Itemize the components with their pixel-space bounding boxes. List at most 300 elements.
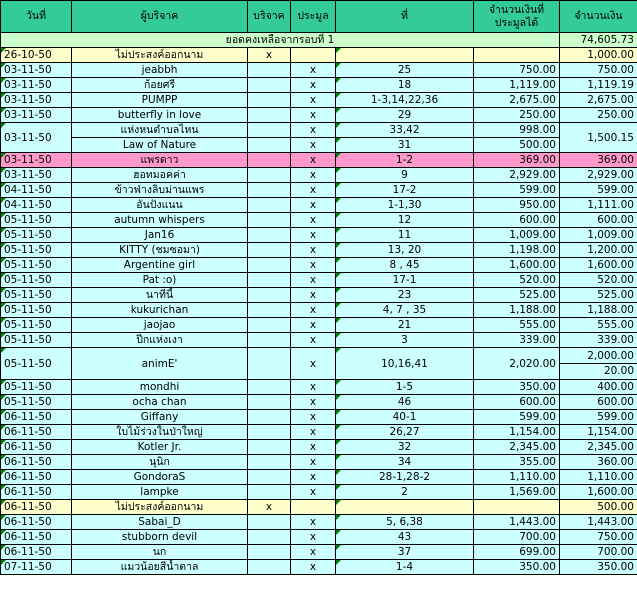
cell-date[interactable]: 03-11-50 [1,93,72,108]
cell-bid[interactable]: x [291,515,336,530]
cell-item[interactable]: 34 [336,455,474,470]
cell-date[interactable]: 05-11-50 [1,395,72,410]
cell-received[interactable]: 750.00 [560,63,637,78]
table-row [1,530,637,545]
cell-amount[interactable]: 1,600.00 [474,258,560,273]
table-row [1,515,637,530]
cell-donor[interactable]: animE' [72,348,248,380]
cell-amount[interactable]: 2,929.00 [474,168,560,183]
cell-donor[interactable]: Argentine girl [72,258,248,273]
cell-donor[interactable]: butterfly in love [72,108,248,123]
cell-item[interactable] [336,48,474,63]
cell-received[interactable]: 2,345.00 [560,440,637,455]
cell-amount[interactable]: 525.00 [474,288,560,303]
cell-donate[interactable] [248,273,291,288]
cell-received[interactable]: 500.00 [560,500,637,515]
cell-donor[interactable]: แพรดาว [72,153,248,168]
cell-donate[interactable] [248,213,291,228]
cell-amount[interactable]: 1,188.00 [474,303,560,318]
cell-indicator-icon [1,183,6,188]
cell-amount[interactable]: 1,443.00 [474,515,560,530]
cell-date[interactable]: 03-11-50 [1,108,72,123]
cell-donor[interactable]: jaojao [72,318,248,333]
cell-donor[interactable]: Giffany [72,410,248,425]
cell-donor[interactable]: kukurichan [72,303,248,318]
cell-item[interactable]: 33,42 [336,123,474,138]
table-row [1,410,637,425]
cell-donor[interactable]: อันปังแนน [72,198,248,213]
cell-amount[interactable]: 1,198.00 [474,243,560,258]
cell-indicator-icon [336,108,341,113]
cell-donor[interactable]: lampke [72,485,248,500]
cell-donate[interactable] [248,228,291,243]
cell-received[interactable]: 600.00 [560,395,637,410]
cell-donor[interactable]: ใบไม้ร่วงในป่าใหญ่ [72,425,248,440]
cell-indicator-icon [1,515,6,520]
cell-bid[interactable]: x [291,545,336,560]
cell-indicator-icon [1,470,6,475]
cell-indicator-icon [1,63,6,68]
table-row [1,303,637,318]
cell-bid[interactable]: x [291,243,336,258]
cell-bid[interactable]: x [291,78,336,93]
cell-date[interactable]: 06-11-50 [1,545,72,560]
cell-bid[interactable]: x [291,395,336,410]
cell-donor[interactable]: ocha chan [72,395,248,410]
cell-date[interactable]: 07-11-50 [1,560,72,575]
cell-donor[interactable]: Sabai_D [72,515,248,530]
cell-indicator-icon [336,243,341,248]
cell-indicator-icon [336,183,341,188]
cell-indicator-icon [336,348,341,353]
cell-donor[interactable]: KITTY (ชมซอมา) [72,243,248,258]
cell-date[interactable]: 05-11-50 [1,318,72,333]
cell-indicator-icon [336,500,341,505]
cell-received[interactable]: 750.00 [560,530,637,545]
cell-amount[interactable]: 250.00 [474,108,560,123]
cell-donor[interactable]: ไม่ประสงค์ออกนาม [72,500,248,515]
cell-indicator-icon [1,213,6,218]
cell-item[interactable]: 28-1,28-2 [336,470,474,485]
header-donor[interactable]: ผู้บริจาค [72,1,248,33]
cell-item[interactable]: 17-2 [336,183,474,198]
cell-bid[interactable]: x [291,560,336,575]
cell-donate[interactable]: x [248,500,291,515]
cell-amount[interactable]: 750.00 [474,63,560,78]
cell-received[interactable]: 2,929.00 [560,168,637,183]
cell-donate[interactable] [248,108,291,123]
cell-donate[interactable] [248,440,291,455]
cell-donor[interactable]: ปีกแห่งเงา [72,333,248,348]
cell-received[interactable]: 525.00 [560,288,637,303]
cell-bid[interactable]: x [291,153,336,168]
cell-item[interactable]: 3 [336,333,474,348]
cell-received[interactable]: 350.00 [560,560,637,575]
cell-received[interactable]: 1,443.00 [560,515,637,530]
cell-date[interactable]: 06-11-50 [1,530,72,545]
cell-donor[interactable]: นาทีนี้ [72,288,248,303]
cell-donor[interactable]: ฮอทมอคค่า [72,168,248,183]
cell-item[interactable]: 12 [336,213,474,228]
cell-received[interactable]: 1,009.00 [560,228,637,243]
cell-received[interactable]: 339.00 [560,333,637,348]
cell-received[interactable]: 1,200.00 [560,243,637,258]
table-row [1,455,637,470]
cell-item[interactable]: 37 [336,545,474,560]
cell-date[interactable]: 06-11-50 [1,470,72,485]
cell-indicator-icon [336,123,341,128]
cell-received-part: 2,000.00 [560,349,637,364]
cell-donor[interactable]: Jan16 [72,228,248,243]
table-row [1,183,637,198]
cell-amount[interactable]: 1,009.00 [474,228,560,243]
cell-donor[interactable]: jeabbh [72,63,248,78]
cell-donate[interactable] [248,258,291,273]
cell-indicator-icon [336,273,341,278]
cell-item[interactable]: 43 [336,530,474,545]
cell-bid[interactable]: x [291,63,336,78]
table-row [1,63,637,78]
cell-donor[interactable]: ก้อยศรี [72,78,248,93]
cell-received[interactable]: 520.00 [560,273,637,288]
cell-donate[interactable] [248,410,291,425]
table-row [1,425,637,440]
header-date[interactable]: วันที่ [1,1,72,33]
cell-date[interactable]: 03-11-50 [1,78,72,93]
cell-bid[interactable]: x [291,380,336,395]
cell-indicator-icon [336,470,341,475]
cell-item[interactable]: 29 [336,108,474,123]
cell-received[interactable]: 1,111.00 [560,198,637,213]
cell-amount[interactable]: 520.00 [474,273,560,288]
cell-date[interactable]: 04-11-50 [1,198,72,213]
cell-donate[interactable] [248,138,291,153]
cell-donate[interactable] [248,515,291,530]
cell-received[interactable]: 1,119.19 [560,78,637,93]
cell-item[interactable]: 1-2 [336,153,474,168]
cell-donor[interactable]: นุนิก [72,455,248,470]
cell-date[interactable]: 05-11-50 [1,288,72,303]
cell-bid[interactable]: x [291,138,336,153]
cell-item[interactable]: 17-1 [336,273,474,288]
cell-donate[interactable] [248,333,291,348]
cell-indicator-icon [1,333,6,338]
cell-bid[interactable]: x [291,440,336,455]
cell-bid[interactable]: x [291,530,336,545]
cell-date[interactable]: 04-11-50 [1,183,72,198]
cell-bid[interactable]: x [291,93,336,108]
cell-amount[interactable]: 339.00 [474,333,560,348]
cell-indicator-icon [336,425,341,430]
cell-bid[interactable]: x [291,348,336,380]
cell-donor[interactable]: stubborn devil [72,530,248,545]
cell-bid[interactable]: x [291,198,336,213]
cell-donate[interactable] [248,470,291,485]
cell-date[interactable]: 06-11-50 [1,440,72,455]
cell-bid[interactable] [291,500,336,515]
cell-received[interactable]: 600.00 [560,213,637,228]
cell-bid[interactable]: x [291,183,336,198]
cell-item[interactable]: 31 [336,138,474,153]
cell-item[interactable]: 5, 6,38 [336,515,474,530]
table-row [1,123,637,138]
cell-donate[interactable]: x [248,48,291,63]
cell-date[interactable]: 06-11-50 [1,410,72,425]
cell-indicator-icon [336,530,341,535]
cell-donor[interactable]: GondoraS [72,470,248,485]
cell-item[interactable]: 4, 7 , 35 [336,303,474,318]
cell-item[interactable]: 11 [336,228,474,243]
cell-indicator-icon [336,198,341,203]
cell-date[interactable]: 06-11-50 [1,515,72,530]
cell-date[interactable]: 05-11-50 [1,228,72,243]
cell-amount[interactable]: 1,119.00 [474,78,560,93]
header-bid[interactable]: ประมูล [291,1,336,33]
cell-received[interactable]: 400.00 [560,380,637,395]
cell-donor[interactable]: Kotler Jr. [72,440,248,455]
cell-received[interactable]: 2,675.00 [560,93,637,108]
cell-date[interactable]: 06-11-50 [1,455,72,470]
table-row [1,500,637,515]
cell-date[interactable]: 05-11-50 [1,213,72,228]
cell-amount[interactable]: 998.00 [474,123,560,138]
cell-indicator-icon [1,485,6,490]
cell-received[interactable]: 1,600.00 [560,258,637,273]
cell-date[interactable]: 05-11-50 [1,348,72,380]
cell-donate[interactable] [248,455,291,470]
cell-date[interactable]: 26-10-50 [1,48,72,63]
cell-received[interactable]: 1,000.00 [560,48,637,63]
cell-date[interactable]: 06-11-50 [1,425,72,440]
cell-indicator-icon [1,545,6,550]
cell-indicator-icon [1,318,6,323]
cell-item[interactable]: 1-1,30 [336,198,474,213]
cell-bid[interactable]: x [291,228,336,243]
cell-received[interactable]: 250.00 [560,108,637,123]
cell-received[interactable]: 599.00 [560,183,637,198]
cell-indicator-icon [1,303,6,308]
cell-donor[interactable]: Pat :o) [72,273,248,288]
cell-received[interactable]: 599.00 [560,410,637,425]
cell-indicator-icon [1,440,6,445]
cell-received[interactable]: 1,188.00 [560,303,637,318]
cell-donor[interactable]: mondhi [72,380,248,395]
cell-amount[interactable]: 950.00 [474,198,560,213]
cell-donate[interactable] [248,198,291,213]
cell-date[interactable]: 05-11-50 [1,333,72,348]
cell-donate[interactable] [248,288,291,303]
cell-donate[interactable] [248,485,291,500]
cell-amount[interactable]: 599.00 [474,183,560,198]
cell-bid[interactable]: x [291,303,336,318]
header-row [1,1,637,33]
cell-donate[interactable] [248,560,291,575]
cell-indicator-icon [336,258,341,263]
cell-indicator-icon [1,560,6,565]
cell-indicator-icon [1,153,6,158]
cell-indicator-icon [336,440,341,445]
cell-bid[interactable]: x [291,455,336,470]
cell-donate[interactable] [248,183,291,198]
cell-received[interactable]: 1,154.00 [560,425,637,440]
cell-date[interactable]: 06-11-50 [1,485,72,500]
cell-donate[interactable] [248,530,291,545]
cell-received[interactable] [560,348,637,380]
cell-date[interactable]: 05-11-50 [1,380,72,395]
cell-donor[interactable]: แห่งหนตำบลไหน [72,123,248,138]
cell-donate[interactable] [248,425,291,440]
cell-donate[interactable] [248,318,291,333]
cell-donate[interactable] [248,395,291,410]
cell-amount[interactable]: 1,569.00 [474,485,560,500]
cell-item[interactable]: 26,27 [336,425,474,440]
cell-donor[interactable]: ไม่ประสงค์ออกนาม [72,48,248,63]
cell-bid[interactable]: x [291,273,336,288]
cell-item[interactable]: 9 [336,168,474,183]
cell-amount[interactable]: 355.00 [474,455,560,470]
cell-item[interactable]: 23 [336,288,474,303]
cell-amount[interactable]: 599.00 [474,410,560,425]
summary-label[interactable]: ยอดคงเหลือจากรอบที่ 1 [1,33,560,48]
cell-item[interactable]: 18 [336,78,474,93]
cell-donor[interactable]: นก [72,545,248,560]
cell-item[interactable]: 2 [336,485,474,500]
cell-bid[interactable]: x [291,470,336,485]
cell-received[interactable]: 1,110.00 [560,470,637,485]
cell-amount[interactable]: 1,110.00 [474,470,560,485]
cell-item[interactable]: 8 , 45 [336,258,474,273]
cell-amount[interactable]: 699.00 [474,545,560,560]
cell-donate[interactable] [248,243,291,258]
cell-indicator-icon [336,213,341,218]
cell-donor[interactable]: autumn whispers [72,213,248,228]
cell-indicator-icon [336,410,341,415]
cell-received[interactable]: 369.00 [560,153,637,168]
cell-donate[interactable] [248,545,291,560]
cell-amount[interactable]: 369.00 [474,153,560,168]
cell-amount[interactable]: 2,345.00 [474,440,560,455]
cell-bid[interactable]: x [291,123,336,138]
cell-amount[interactable]: 700.00 [474,530,560,545]
cell-bid[interactable]: x [291,485,336,500]
cell-bid[interactable]: x [291,213,336,228]
cell-donate[interactable] [248,153,291,168]
cell-item[interactable]: 1-4 [336,560,474,575]
cell-amount[interactable]: 600.00 [474,395,560,410]
cell-donor[interactable]: PUMPP [72,93,248,108]
cell-date[interactable]: 03-11-50 [1,168,72,183]
cell-item[interactable]: 40-1 [336,410,474,425]
cell-item[interactable]: 1-5 [336,380,474,395]
cell-item[interactable] [336,500,474,515]
cell-donor[interactable]: Law of Nature [72,138,248,153]
cell-donor[interactable]: ข้าวฟ่างลิบม่านแพร [72,183,248,198]
cell-amount[interactable]: 2,675.00 [474,93,560,108]
table-row [1,395,637,410]
cell-received[interactable]: 1,500.15 [560,123,637,153]
cell-amount[interactable] [474,500,560,515]
cell-indicator-icon [1,168,6,173]
cell-amount[interactable]: 555.00 [474,318,560,333]
cell-bid[interactable]: x [291,333,336,348]
cell-bid[interactable]: x [291,168,336,183]
cell-bid[interactable]: x [291,318,336,333]
cell-indicator-icon [1,395,6,400]
table-row [1,273,637,288]
cell-amount[interactable]: 1,154.00 [474,425,560,440]
cell-donate[interactable] [248,380,291,395]
cell-received[interactable]: 555.00 [560,318,637,333]
cell-indicator-icon [1,455,6,460]
header-amount[interactable]: จำนวนเงินที่ประมูลได้ [474,1,560,33]
cell-date[interactable]: 05-11-50 [1,303,72,318]
cell-item[interactable]: 25 [336,63,474,78]
cell-item[interactable]: 32 [336,440,474,455]
cell-donate[interactable] [248,93,291,108]
cell-item[interactable]: 10,16,41 [336,348,474,380]
cell-indicator-icon [336,560,341,565]
summary-row [1,33,637,48]
cell-donate[interactable] [248,303,291,318]
cell-item[interactable]: 46 [336,395,474,410]
cell-donate[interactable] [248,123,291,138]
cell-item[interactable]: 1-3,14,22,36 [336,93,474,108]
cell-bid[interactable]: x [291,288,336,303]
cell-date[interactable]: 05-11-50 [1,273,72,288]
cell-donate[interactable] [248,348,291,380]
table-row [1,333,637,348]
cell-donor[interactable]: แมวน้อยสีน้ำตาล [72,560,248,575]
cell-amount[interactable]: 600.00 [474,213,560,228]
cell-bid[interactable] [291,48,336,63]
cell-received[interactable]: 1,600.00 [560,485,637,500]
cell-received[interactable]: 360.00 [560,455,637,470]
cell-date[interactable]: 03-11-50 [1,153,72,168]
cell-donate[interactable] [248,168,291,183]
cell-amount[interactable] [474,48,560,63]
cell-bid[interactable]: x [291,410,336,425]
cell-date[interactable]: 06-11-50 [1,500,72,515]
cell-indicator-icon [336,318,341,323]
cell-date[interactable]: 03-11-50 [1,63,72,78]
cell-amount[interactable]: 500.00 [474,138,560,153]
cell-item[interactable]: 21 [336,318,474,333]
cell-date[interactable]: 05-11-50 [1,243,72,258]
cell-amount[interactable]: 2,020.00 [474,348,560,380]
table-row [1,78,637,93]
cell-date[interactable]: 03-11-50 [1,123,72,153]
summary-value[interactable]: 74,605.73 [560,33,637,48]
table-row [1,380,637,395]
cell-amount[interactable]: 350.00 [474,560,560,575]
cell-received[interactable]: 700.00 [560,545,637,560]
cell-amount[interactable]: 350.00 [474,380,560,395]
header-item[interactable]: ที่ [336,1,474,33]
header-received[interactable]: จำนวนเงิน [560,1,637,33]
table-row [1,168,637,183]
cell-indicator-icon [1,410,6,415]
cell-donate[interactable] [248,63,291,78]
cell-indicator-icon [336,303,341,308]
cell-date[interactable]: 05-11-50 [1,258,72,273]
cell-bid[interactable]: x [291,258,336,273]
cell-indicator-icon [1,288,6,293]
cell-item[interactable]: 13, 20 [336,243,474,258]
header-donate[interactable]: บริจาค [248,1,291,33]
cell-bid[interactable]: x [291,108,336,123]
cell-donate[interactable] [248,78,291,93]
cell-bid[interactable]: x [291,425,336,440]
